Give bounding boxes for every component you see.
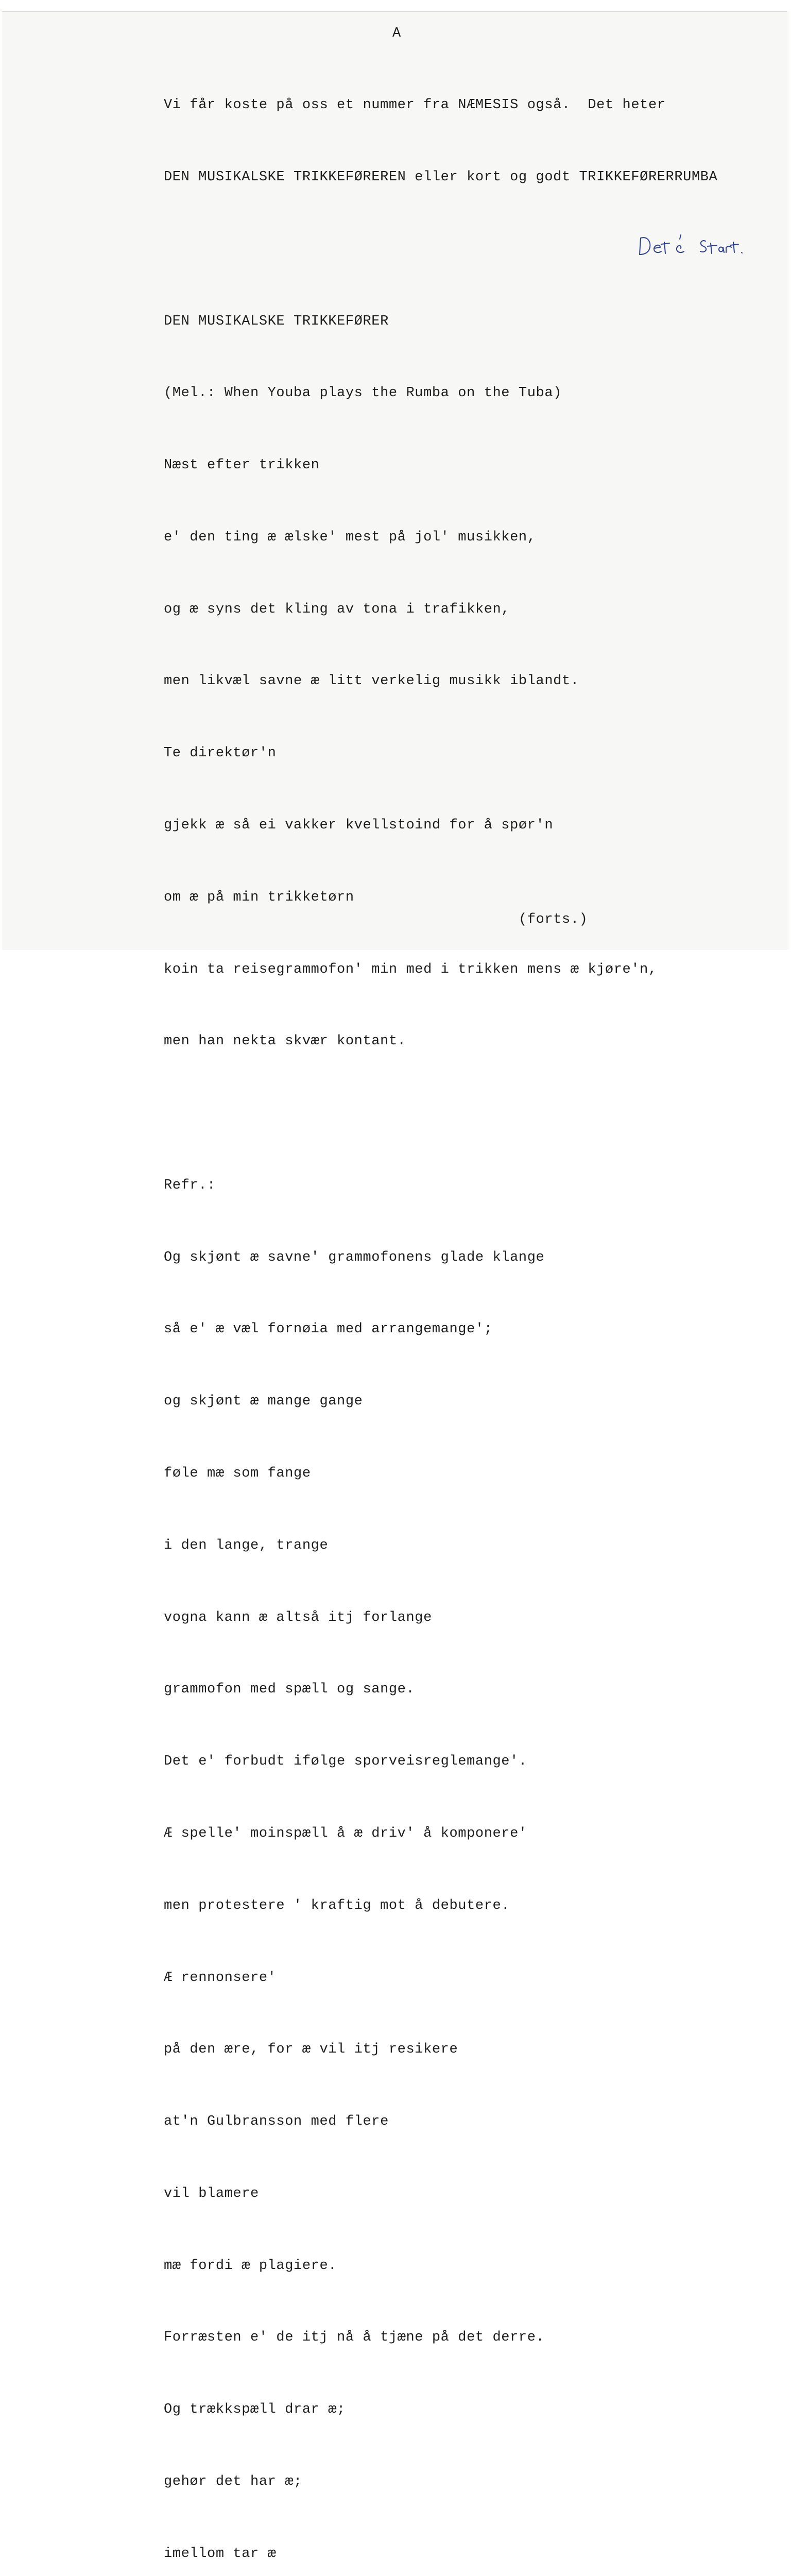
verse-line: gjekk æ så ei vakker kvellstoind for å spør'n bbox=[164, 818, 554, 833]
typescript-body bbox=[164, 45, 777, 2576]
verse-line: Te direktør'n bbox=[164, 745, 277, 761]
refrain-line: men protestere ' kraftig mot å debutere. bbox=[164, 1897, 510, 1913]
scan-edge bbox=[787, 11, 791, 950]
verse-line: koin ta reisegrammofon' min med i trikken mens æ kjøre'n, bbox=[164, 961, 657, 977]
refrain-line: mæ fordi æ plagiere. bbox=[164, 2258, 337, 2274]
refrain-line: vil blamere bbox=[164, 2185, 259, 2201]
refrain-line: imellom tar æ bbox=[164, 2546, 277, 2562]
continued-label: (forts.) bbox=[519, 912, 588, 927]
handwritten-note bbox=[638, 231, 746, 262]
refrain-line: føle mæ som fange bbox=[164, 1466, 311, 1482]
refrain-line: så e' æ væl fornøia med arrangemange'; bbox=[164, 1321, 493, 1337]
refrain-line: Æ spelle' moinspæll å æ driv' å komponere' bbox=[164, 1825, 527, 1841]
refrain-line: at'n Gulbransson med flere bbox=[164, 2114, 389, 2130]
refrain-line: Æ rennonsere' bbox=[164, 1970, 277, 1986]
melody-line: (Mel.: When Youba plays the Rumba on the Tuba) bbox=[164, 385, 562, 401]
page-label: A bbox=[392, 26, 401, 41]
verse-line: e' den ting æ ælske' mest på jol' musikken, bbox=[164, 529, 536, 545]
verse-line: men likvæl savne æ litt verkelig musikk iblandt. bbox=[164, 673, 579, 689]
song-title: DEN MUSIKALSKE TRIKKEFØRER bbox=[164, 313, 389, 329]
verse-line: men han nekta skvær kontant. bbox=[164, 1033, 406, 1049]
verse-line: om æ på min trikketørn bbox=[164, 889, 354, 905]
refrain-label: Refr.: bbox=[164, 1177, 216, 1193]
intro-line: Vi får koste på oss et nummer fra NÆMESIS også. Det heter bbox=[164, 97, 666, 113]
refrain-line: i den lange, trange bbox=[164, 1537, 329, 1553]
refrain-line: Forræsten e' de itj nå å tjæne på det derre. bbox=[164, 2330, 545, 2346]
refrain-line: vogna kann æ altså itj forlange bbox=[164, 1609, 432, 1625]
refrain-line: Og skjønt æ savne' grammofonens glade klange bbox=[164, 1249, 545, 1265]
refrain-line: Det e' forbudt ifølge sporveisreglemange'. bbox=[164, 1754, 527, 1770]
intro-line: DEN MUSIKALSKE TRIKKEFØREREN eller kort og godt TRIKKEFØRERRUMBA bbox=[164, 169, 718, 185]
blank-line bbox=[164, 1101, 777, 1126]
refrain-line: Og trækkspæll drar æ; bbox=[164, 2402, 346, 2418]
refrain-line: og skjønt æ mange gange bbox=[164, 1394, 363, 1410]
refrain-line: på den ære, for æ vil itj resikere bbox=[164, 2042, 458, 2058]
refrain-line: gehør det har æ; bbox=[164, 2473, 302, 2489]
verse-line: og æ syns det kling av tona i trafikken, bbox=[164, 601, 510, 617]
verse-line: Næst efter trikken bbox=[164, 457, 320, 473]
refrain-line: grammofon med spæll og sange. bbox=[164, 1682, 415, 1698]
